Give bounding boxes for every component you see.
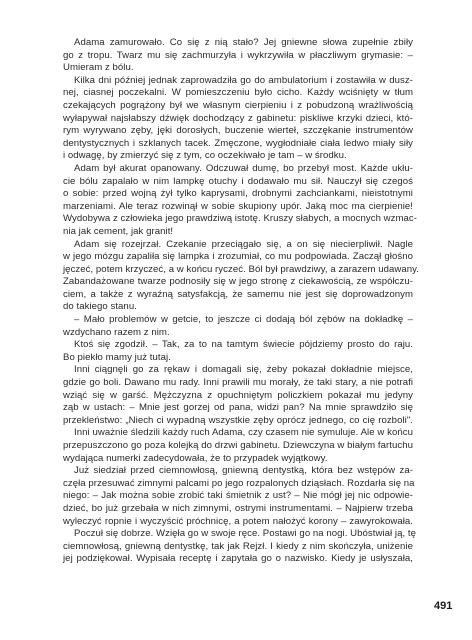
text-line: Ktoś się zgodził. – Tak, za to na tamtym świecie pójdziemy prosto do raju. [74, 339, 413, 351]
text-line: Wydobywa z człowieka jego prawdziwą istotę. Kruszy słabych, a mocnych wzmac- [63, 213, 418, 225]
text-line: o sobie: przed wojną żył tylko kaprysami, drobnymi zachciankami, nieistotnymi [63, 188, 413, 200]
text-line: nia jak cement, jak granit! [63, 225, 174, 237]
text-line: ząb w ustach: – Mnie jest gorzej od pana, widzi pan? Na mnie sprawdziło się [63, 402, 413, 414]
text-line: czekających pogrążony był we własnym cierpieniu i z pobudzoną wrażliwością [63, 99, 413, 111]
text-line: wyleczyć ropnie i wyczyścić próchnicę, a potem nałożyć korony – zawyrokowała. [63, 515, 413, 527]
text-line: dzieć, bo już grzebała w nich zimnymi, ostrymi instrumentami. – Najpierw trzeba [63, 502, 413, 514]
text-line: niego: – Jak można sobie zrobić taki śmietnik z ust? – Nie mógł jej nic odpowie- [63, 490, 413, 502]
text-line: wydająca numerki zadecydowała, że to przypadek wyjątkowy. [63, 452, 328, 464]
text-line: do takiego stanu. [63, 301, 137, 313]
text-line: Adama zamurowało. Co się z nią stało? Jej gniewne słowa zupełnie zbiły [74, 37, 413, 48]
text-line: Umieram z bólu. [63, 62, 134, 74]
text-line: Poczuł się dobrze. Wzięła go w swoje ręce. Postawi go na nogi. Ubóstwiał ją, tę [74, 528, 417, 540]
body-text [63, 37, 420, 566]
text-line: wzdychano razem z nim. [63, 326, 170, 338]
text-line: przepuszczono go poza kolejką do drzwi gabinetu. Dziewczyna w białym fartuchu [63, 440, 413, 451]
text-line: nej, ciasnej poczekalni. W pomieszczeniu było cicho. Każdy wciśnięty w tłum [63, 87, 413, 99]
text-line: ciem, a także z wyraźną satysfakcją, że samemu nie jest się doprowadzonym [63, 288, 413, 300]
page-number: 491 [434, 600, 453, 612]
text-line: wyłapywał najsłabszy dźwięk dochodzący z gabinetu: piskliwe krzyki dzieci, któ- [63, 112, 413, 124]
text-line: gdzie go boli. Dawano mu rady. Inni prawili mu morały, że taki stary, a nie potrafi [63, 377, 413, 389]
text-line: go z tropu. Twarz mu się zachmurzyła i wykrzywiła w płaczliwym grymasie: – [63, 49, 413, 61]
text-line: Adam był akurat opanowany. Odczuwał dumę, bo przebył most. Każde ukłu- [74, 162, 413, 174]
text-line: przekleństwo: „Niech ci wypadną wszystkie zęby oprócz jednego, co cię rozboli". [63, 414, 413, 426]
text-line: Inni ciągnęli go za rękaw i domagali się, żeby pokazał dokładnie miejsce, [74, 364, 413, 376]
text-line: marzeniami. Ale teraz rozwinął w sobie skupiony upór. Jaką moc ma cierpienie! [63, 200, 413, 212]
text-line: Zabandażowane twarze podnosiły się w jego stronę z ciekawością, ze współczu- [63, 276, 413, 288]
text-line: wziąć się w garść. Mężczyzna z opuchniętym policzkiem pokazał mu jedyny [63, 389, 413, 401]
text-line: Adam się rozejrzał. Czekanie przeciągało się, a on się niecierpliwił. Nagle [74, 238, 413, 250]
text-line: częła przesuwać zimnymi palcami po jego rozpalonych dziąsłach. Rozdarła się na [63, 477, 415, 489]
text-line: w jego mózgu zapaliła się lampka i zrozumiał, co mu podpowiada. Zaczął głośno [63, 251, 413, 263]
text-line: rym wyrywano zęby, jęki dorosłych, buczenie wierteł, szczękanie instrumentów [63, 125, 413, 137]
text-line: Inni uważnie śledzili każdy ruch Adama, czy czasem nie symuluje. Ale w końcu [74, 427, 413, 439]
text-line: Już siedział przed ciemnowłosą, gniewną dentystką, która bez wstępów za- [74, 465, 413, 477]
text-line: i odwagę, by zmierzyć się z tym, co oczekiwało je tam – w środku. [63, 150, 347, 162]
text-line: jej podziękował. Wypisała receptę i zapytała go o nazwisko. Kiedy je usłyszała, [63, 553, 413, 565]
text-line: Bo piekło mamy już tutaj. [63, 351, 171, 363]
text-line: – Mało problemów w getcie, to jeszcze ci dodają ból zębów na dokładkę – [74, 314, 413, 326]
text-line: Kilka dni później jednak zaprowadziła go do ambulatorium i zostawiła w dusz- [74, 74, 413, 86]
text-line: jęczeć, potem krzyczeć, a w końcu ryczeć. Ból był prawdziwy, a zarazem udawany. [63, 263, 420, 275]
text-line: cie bólu zapalało w nim lampkę otuchy i dodawało mu sił. Nauczył się czegoś [63, 175, 413, 187]
text-line: dentystycznych i szklanych tacek. Zmęczone, wygłodniałe ciała ledwo miały siły [63, 137, 413, 149]
text-line: ciemnowłosą, gniewną dentystkę, tak jak Rejzł. I kiedy z nim skończyła, uniżenie [63, 540, 413, 552]
